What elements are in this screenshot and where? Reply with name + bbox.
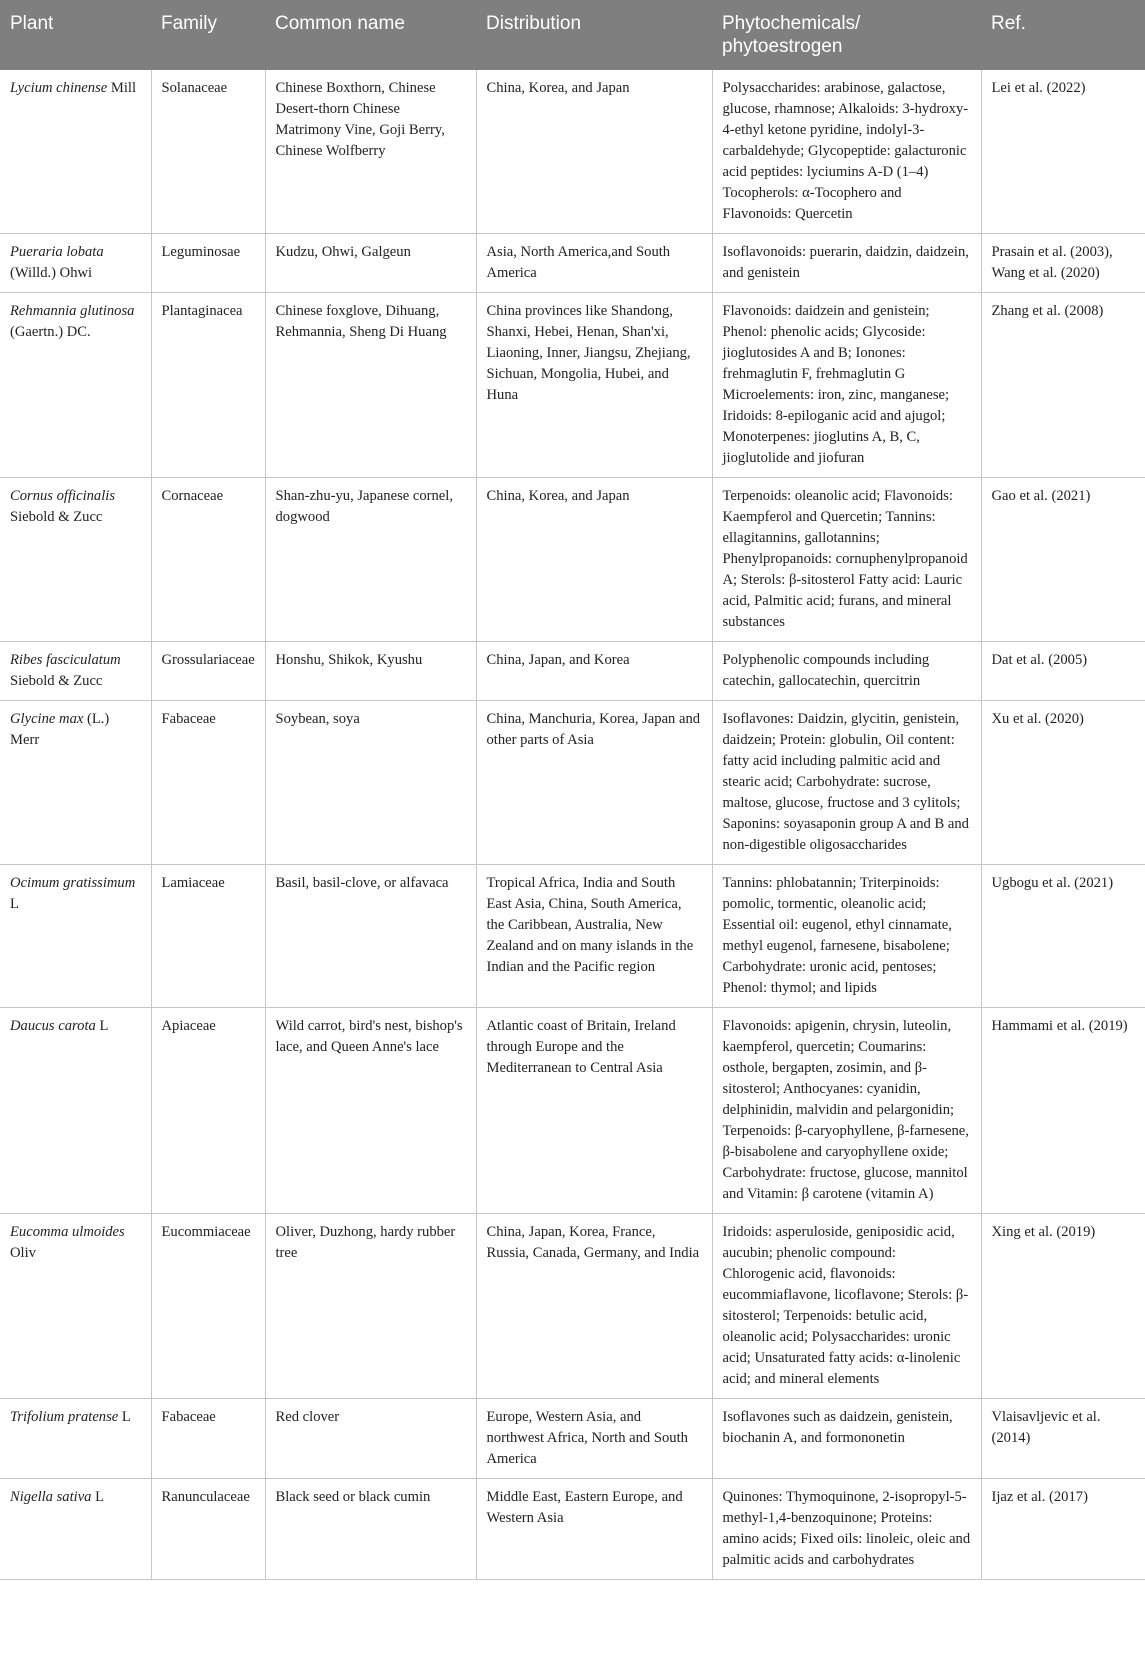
plant-authority: Mill bbox=[107, 80, 137, 96]
plant-scientific-name: Ribes fasciculatum bbox=[10, 652, 121, 668]
ref-cell: Dat et al. (2005) bbox=[981, 642, 1145, 701]
common-name-cell: Chinese Boxthorn, Chinese Desert-thorn Chinese Matrimony Vine, Goji Berry, Chinese Wolfberry bbox=[265, 70, 476, 234]
distribution-cell: China, Korea, and Japan bbox=[476, 478, 712, 642]
plant-cell bbox=[0, 865, 151, 1008]
col-header-phytochemicals: Phytochemicals/ phytoestrogen bbox=[712, 0, 981, 70]
plant-cell bbox=[0, 293, 151, 478]
phytochemicals-cell: Polyphenolic compounds including catechin, gallocatechin, quercitrin bbox=[712, 642, 981, 701]
plant-scientific-name: Daucus carota bbox=[10, 1018, 96, 1034]
distribution-cell: China, Japan, Korea, France, Russia, Canada, Germany, and India bbox=[476, 1214, 712, 1399]
plant-scientific-name: Rehmannia glutinosa bbox=[10, 303, 135, 319]
phytochemicals-cell: Quinones: Thymoquinone, 2-isopropyl-5-methyl-1,4-benzoquinone; Proteins: amino acids; Fixed oils: linoleic, oleic and palmitic acids and carbohydrates bbox=[712, 1479, 981, 1580]
plant-cell bbox=[0, 1214, 151, 1399]
plant-cell bbox=[0, 234, 151, 293]
phytochemicals-cell: Polysaccharides: arabinose, galactose, glucose, rhamnose; Alkaloids: 3-hydroxy-4-ethyl ketone pyridine, indolyl-3-carbaldehyde; Glycopeptide: galacturonic acid peptides: lyciumins A-D (1–4) Tocopherols: α-Tocophero and Flavonoids: Quercetin bbox=[712, 70, 981, 234]
common-name-cell: Shan-zhu-yu, Japanese cornel, dogwood bbox=[265, 478, 476, 642]
common-name-cell: Soybean, soya bbox=[265, 701, 476, 865]
ref-cell: Gao et al. (2021) bbox=[981, 478, 1145, 642]
plant-cell bbox=[0, 70, 151, 234]
plant-cell bbox=[0, 1399, 151, 1479]
ref-cell: Vlaisavljevic et al. (2014) bbox=[981, 1399, 1145, 1479]
plant-cell bbox=[0, 701, 151, 865]
family-cell: Fabaceae bbox=[151, 1399, 265, 1479]
ref-cell: Ugbogu et al. (2021) bbox=[981, 865, 1145, 1008]
distribution-cell: Asia, North America,and South America bbox=[476, 234, 712, 293]
family-cell: Ranunculaceae bbox=[151, 1479, 265, 1580]
family-cell: Plantaginacea bbox=[151, 293, 265, 478]
common-name-cell: Honshu, Shikok, Kyushu bbox=[265, 642, 476, 701]
table-row bbox=[0, 70, 1145, 234]
family-cell: Lamiaceae bbox=[151, 865, 265, 1008]
plant-scientific-name: Trifolium pratense bbox=[10, 1409, 119, 1425]
ref-cell: Lei et al. (2022) bbox=[981, 70, 1145, 234]
common-name-cell: Oliver, Duzhong, hardy rubber tree bbox=[265, 1214, 476, 1399]
ref-cell: Xu et al. (2020) bbox=[981, 701, 1145, 865]
common-name-cell: Wild carrot, bird's nest, bishop's lace, and Queen Anne's lace bbox=[265, 1008, 476, 1214]
phytochemicals-cell: Flavonoids: daidzein and genistein; Phenol: phenolic acids; Glycoside: jioglutosides A and B; Ionones: frehmaglutin F, frehmaglutin G Microelements: iron, zinc, manganese; Iridoids: 8-epiloganic acid and ajugol; Monoterpenes: jioglutins A, B, C, jioglutolide and jiofuran bbox=[712, 293, 981, 478]
distribution-cell: Middle East, Eastern Europe, and Western Asia bbox=[476, 1479, 712, 1580]
ref-cell: Zhang et al. (2008) bbox=[981, 293, 1145, 478]
plant-authority: L bbox=[91, 1489, 105, 1505]
distribution-cell: China, Japan, and Korea bbox=[476, 642, 712, 701]
phytochemicals-cell: Iridoids: asperuloside, geniposidic acid, aucubin; phenolic compound: Chlorogenic acid, flavonoids: eucommiaflavone, licoflavone; Sterols: β-sitosterol; Terpenoids: betulic acid, oleanolic acid; Polysaccharides: uronic acid; Unsaturated fatty acids: α-linolenic acid; and mineral elements bbox=[712, 1214, 981, 1399]
phytochemicals-cell: Isoflavones: Daidzin, glycitin, genistein, daidzein; Protein: globulin, Oil content: fatty acid including palmitic acid and stearic acid; Carbohydrate: sucrose, maltose, glucose, fructose and 3 cylitols; Saponins: soyasaponin group A and B and non-digestible oligosaccharides bbox=[712, 701, 981, 865]
plant-scientific-name: Nigella sativa bbox=[10, 1489, 92, 1505]
plant-authority: Siebold & Zucc bbox=[10, 673, 103, 689]
plant-authority: L bbox=[10, 896, 19, 912]
common-name-cell: Black seed or black cumin bbox=[265, 1479, 476, 1580]
plant-scientific-name: Lycium chinense bbox=[10, 80, 108, 96]
family-cell: Cornaceae bbox=[151, 478, 265, 642]
plant-authority: Siebold & Zucc bbox=[10, 509, 103, 525]
col-header-ref: Ref. bbox=[981, 0, 1145, 70]
phytochemicals-cell: Flavonoids: apigenin, chrysin, luteolin, kaempferol, quercetin; Coumarins: osthole, bergapten, zosimin, and β-sitosterol; Anthocyanes: cyanidin, delphinidin, malvidin and pelargonidin; Terpenoids: β-caryophyllene, β-farnesene, β-bisabolene and caryophyllene oxide; Carbohydrate: fructose, glucose, mannitol and Vitamin: β carotene (vitamin A) bbox=[712, 1008, 981, 1214]
phytochemicals-cell: Isoflavonoids: puerarin, daidzin, daidzein, and genistein bbox=[712, 234, 981, 293]
table-row bbox=[0, 1479, 1145, 1580]
distribution-cell: Atlantic coast of Britain, Ireland through Europe and the Mediterranean to Central Asia bbox=[476, 1008, 712, 1214]
col-header-plant: Plant bbox=[0, 0, 151, 70]
common-name-cell: Chinese foxglove, Dihuang, Rehmannia, Sheng Di Huang bbox=[265, 293, 476, 478]
plant-cell bbox=[0, 1479, 151, 1580]
distribution-cell: China, Manchuria, Korea, Japan and other parts of Asia bbox=[476, 701, 712, 865]
phytochemicals-cell: Tannins: phlobatannin; Triterpinoids: pomolic, tormentic, oleanolic acid; Essential oil: eugenol, ethyl cinnamate, methyl eugenol, farnesene, bisabolene; Carbohydrate: uronic acid, pentoses; Phenol: thymol; and lipids bbox=[712, 865, 981, 1008]
table-row bbox=[0, 642, 1145, 701]
plant-scientific-name: Eucomma ulmoides bbox=[10, 1224, 125, 1240]
plant-authority: L bbox=[118, 1409, 131, 1425]
plant-authority: (Gaertn.) DC. bbox=[10, 324, 91, 340]
plant-authority: (L.) Merr bbox=[10, 711, 110, 748]
plant-scientific-name: Ocimum gratissimum bbox=[10, 875, 136, 891]
phytochemicals-cell: Terpenoids: oleanolic acid; Flavonoids: Kaempferol and Quercetin; Tannins: ellagitannins, gallotannins; Phenylpropanoids: cornuphenylpropanoid A; Sterols: β-sitosterol Fatty acid: Lauric acid, Palmitic acid; furans, and mineral substances bbox=[712, 478, 981, 642]
ref-cell: Hammami et al. (2019) bbox=[981, 1008, 1145, 1214]
table-row bbox=[0, 1399, 1145, 1479]
ref-cell: Xing et al. (2019) bbox=[981, 1214, 1145, 1399]
col-header-family: Family bbox=[151, 0, 265, 70]
common-name-cell: Kudzu, Ohwi, Galgeun bbox=[265, 234, 476, 293]
plant-scientific-name: Glycine max bbox=[10, 711, 84, 727]
plant-cell bbox=[0, 1008, 151, 1214]
family-cell: Fabaceae bbox=[151, 701, 265, 865]
distribution-cell: China provinces like Shandong, Shanxi, Hebei, Henan, Shan'xi, Liaoning, Inner, Jiangsu, Zhejiang, Sichuan, Mongolia, Hubei, and Huna bbox=[476, 293, 712, 478]
common-name-cell: Red clover bbox=[265, 1399, 476, 1479]
plant-authority: (Willd.) Ohwi bbox=[10, 265, 93, 281]
col-header-common-name: Common name bbox=[265, 0, 476, 70]
table-row bbox=[0, 478, 1145, 642]
plant-cell bbox=[0, 642, 151, 701]
family-cell: Eucommiaceae bbox=[151, 1214, 265, 1399]
ref-cell: Prasain et al. (2003), Wang et al. (2020) bbox=[981, 234, 1145, 293]
family-cell: Leguminosae bbox=[151, 234, 265, 293]
table-row bbox=[0, 1008, 1145, 1214]
plant-authority: Oliv bbox=[10, 1245, 36, 1261]
table-row bbox=[0, 1214, 1145, 1399]
phytochemicals-cell: Isoflavones such as daidzein, genistein, biochanin A, and formononetin bbox=[712, 1399, 981, 1479]
table-row bbox=[0, 701, 1145, 865]
table-row bbox=[0, 234, 1145, 293]
table-row bbox=[0, 293, 1145, 478]
plant-scientific-name: Cornus officinalis bbox=[10, 488, 116, 504]
family-cell: Apiaceae bbox=[151, 1008, 265, 1214]
family-cell: Grossulariaceae bbox=[151, 642, 265, 701]
ref-cell: Ijaz et al. (2017) bbox=[981, 1479, 1145, 1580]
header-row bbox=[0, 0, 1145, 70]
col-header-distribution: Distribution bbox=[476, 0, 712, 70]
plant-authority: L bbox=[95, 1018, 109, 1034]
table-row bbox=[0, 865, 1145, 1008]
distribution-cell: Europe, Western Asia, and northwest Africa, North and South America bbox=[476, 1399, 712, 1479]
family-cell: Solanaceae bbox=[151, 70, 265, 234]
plant-cell bbox=[0, 478, 151, 642]
plant-scientific-name: Pueraria lobata bbox=[10, 244, 104, 260]
distribution-cell: China, Korea, and Japan bbox=[476, 70, 712, 234]
distribution-cell: Tropical Africa, India and South East Asia, China, South America, the Caribbean, Australia, New Zealand and on many islands in the Indian and the Pacific region bbox=[476, 865, 712, 1008]
common-name-cell: Basil, basil-clove, or alfavaca bbox=[265, 865, 476, 1008]
